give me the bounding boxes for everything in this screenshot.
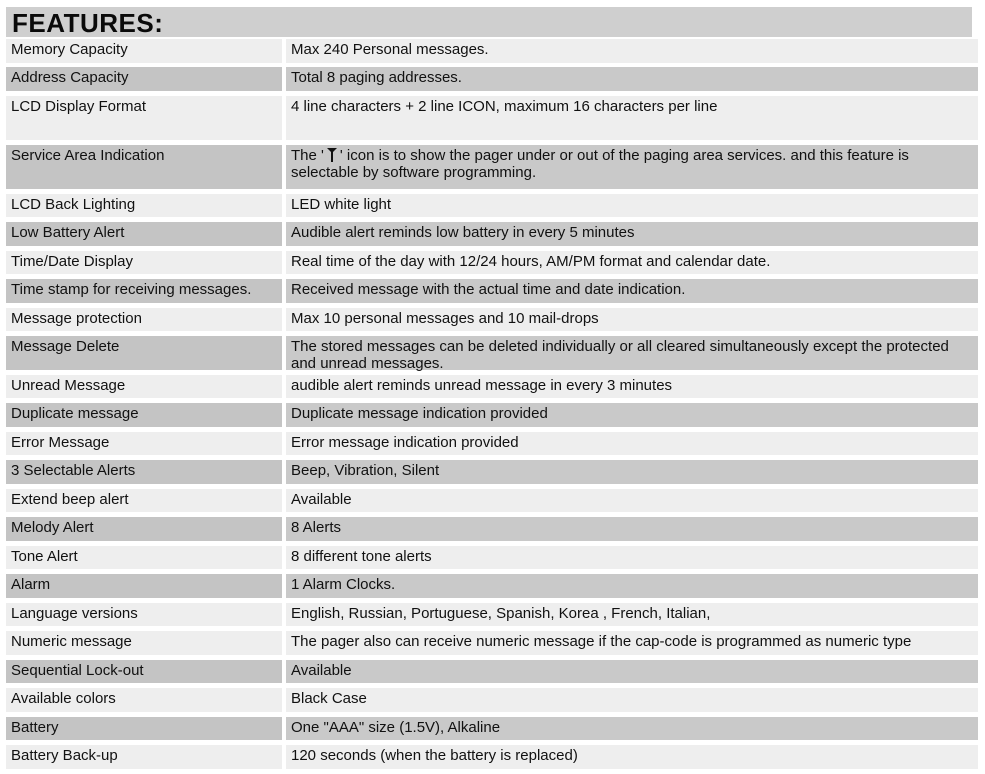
table-row xyxy=(6,194,978,218)
feature-label: 3 Selectable Alerts xyxy=(6,460,282,484)
table-row xyxy=(6,660,978,684)
feature-value: Max 240 Personal messages. xyxy=(286,39,978,63)
table-row xyxy=(6,336,978,370)
feature-label: Sequential Lock-out xyxy=(6,660,282,684)
features-header xyxy=(6,7,972,37)
antenna-icon xyxy=(326,147,338,162)
feature-value: 4 line characters + 2 line ICON, maximum 16 characters per line xyxy=(286,96,978,140)
table-row xyxy=(6,517,978,541)
feature-label: Message protection xyxy=(6,308,282,332)
table-row xyxy=(6,39,978,63)
feature-label: LCD Display Format xyxy=(6,96,282,140)
table-row xyxy=(6,432,978,456)
feature-value: Duplicate message indication provided xyxy=(286,403,978,427)
feature-value: Audible alert reminds low battery in every 5 minutes xyxy=(286,222,978,246)
feature-label: Battery Back-up xyxy=(6,745,282,769)
feature-label: Melody Alert xyxy=(6,517,282,541)
table-row xyxy=(6,717,978,741)
feature-label: Unread Message xyxy=(6,375,282,399)
value-prefix: The ' xyxy=(291,146,324,164)
table-row xyxy=(6,222,978,246)
feature-label: Address Capacity xyxy=(6,67,282,91)
feature-value: 120 seconds (when the battery is replaced) xyxy=(286,745,978,769)
table-row xyxy=(6,546,978,570)
feature-value: Total 8 paging addresses. xyxy=(286,67,978,91)
table-row xyxy=(6,308,978,332)
page-title: FEATURES: xyxy=(12,8,164,38)
feature-label: Time/Date Display xyxy=(6,251,282,275)
table-row xyxy=(6,460,978,484)
feature-value: 1 Alarm Clocks. xyxy=(286,574,978,598)
feature-label: Available colors xyxy=(6,688,282,712)
feature-value xyxy=(286,145,978,189)
feature-label: Message Delete xyxy=(6,336,282,370)
feature-value: The stored messages can be deleted individually or all cleared simultaneously except the protected and unread messages. xyxy=(286,336,978,370)
feature-label: LCD Back Lighting xyxy=(6,194,282,218)
feature-value: Beep, Vibration, Silent xyxy=(286,460,978,484)
features-table xyxy=(6,39,978,774)
table-row xyxy=(6,403,978,427)
feature-label: Error Message xyxy=(6,432,282,456)
feature-label: Tone Alert xyxy=(6,546,282,570)
feature-value: 8 different tone alerts xyxy=(286,546,978,570)
feature-value: Black Case xyxy=(286,688,978,712)
table-row xyxy=(6,375,978,399)
feature-value: English, Russian, Portuguese, Spanish, Korea , French, Italian, xyxy=(286,603,978,627)
feature-value: The pager also can receive numeric message if the cap-code is programmed as numeric type xyxy=(286,631,978,655)
table-row xyxy=(6,745,978,769)
table-row xyxy=(6,96,978,140)
feature-label: Language versions xyxy=(6,603,282,627)
feature-value: Max 10 personal messages and 10 mail-drops xyxy=(286,308,978,332)
table-row xyxy=(6,145,978,189)
feature-label: Duplicate message xyxy=(6,403,282,427)
feature-value: Error message indication provided xyxy=(286,432,978,456)
feature-label: Time stamp for receiving messages. xyxy=(6,279,282,303)
feature-value: Received message with the actual time and date indication. xyxy=(286,279,978,303)
feature-label: Battery xyxy=(6,717,282,741)
table-row xyxy=(6,603,978,627)
value-text: ' icon is to show the pager under or out of the paging area services. and this feature is selectable by software programming. xyxy=(291,146,909,181)
feature-value: audible alert reminds unread message in every 3 minutes xyxy=(286,375,978,399)
feature-label: Extend beep alert xyxy=(6,489,282,513)
feature-label: Numeric message xyxy=(6,631,282,655)
table-row xyxy=(6,688,978,712)
table-row xyxy=(6,279,978,303)
feature-value: LED white light xyxy=(286,194,978,218)
feature-label: Low Battery Alert xyxy=(6,222,282,246)
feature-value: Real time of the day with 12/24 hours, AM/PM format and calendar date. xyxy=(286,251,978,275)
table-row xyxy=(6,574,978,598)
table-row xyxy=(6,67,978,91)
table-row xyxy=(6,489,978,513)
feature-value: Available xyxy=(286,489,978,513)
feature-value: 8 Alerts xyxy=(286,517,978,541)
table-row xyxy=(6,251,978,275)
table-row xyxy=(6,631,978,655)
feature-label: Service Area Indication xyxy=(6,145,282,189)
feature-label: Memory Capacity xyxy=(6,39,282,63)
feature-value: One "AAA" size (1.5V), Alkaline xyxy=(286,717,978,741)
feature-value: Available xyxy=(286,660,978,684)
feature-label: Alarm xyxy=(6,574,282,598)
